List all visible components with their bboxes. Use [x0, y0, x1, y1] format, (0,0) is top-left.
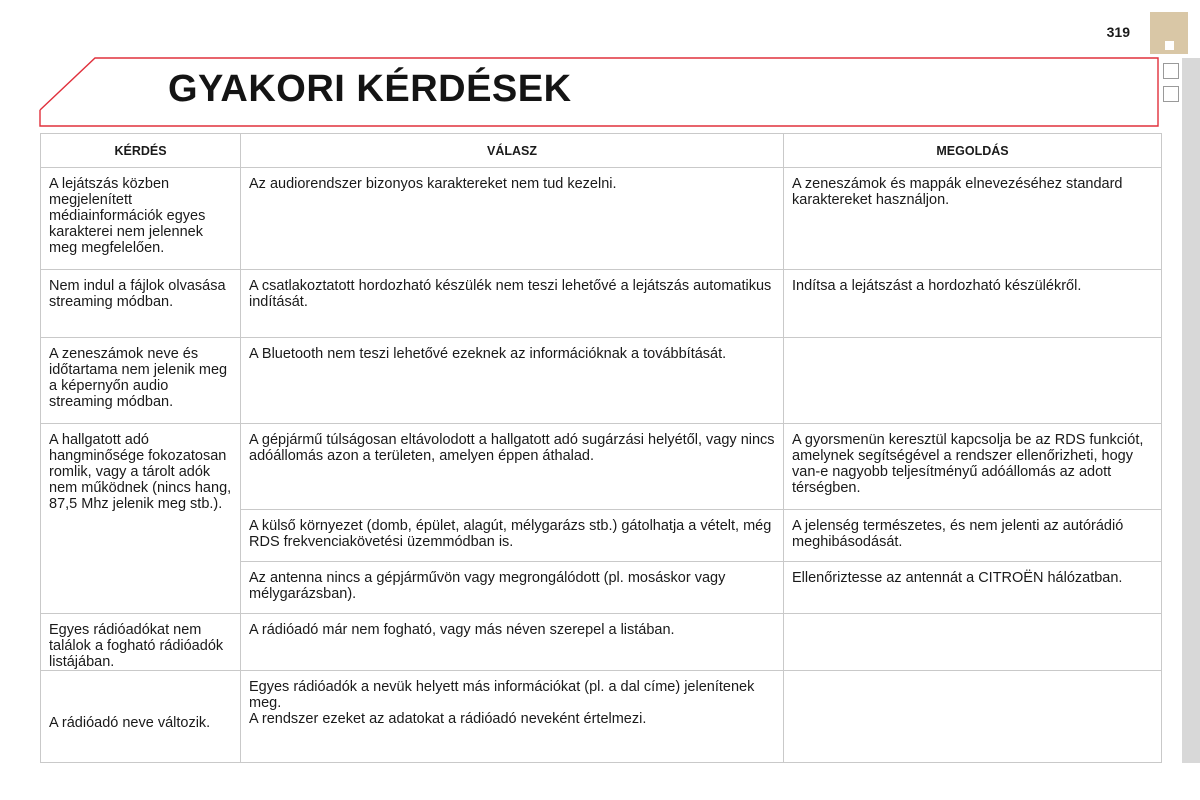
question-cell: A rádióadó neve változik.	[41, 671, 241, 763]
solution-cell: Indítsa a lejátszást a hordozható készülékről.	[784, 270, 1162, 338]
question-cell: A lejátszás közben megjelenített médiainformációk egyes karakterei nem jelennek meg megfelelően.	[41, 168, 241, 270]
faq-table	[40, 133, 1162, 763]
table-row	[41, 424, 1162, 510]
table-row	[41, 671, 1162, 763]
header-answer: VÁLASZ	[241, 134, 784, 168]
table-row	[41, 614, 1162, 671]
answer-cell: A külső környezet (domb, épület, alagút, mélygarázs stb.) gátolhatja a vételt, még RDS frekvenciakövetési üzemmódban is.	[241, 510, 784, 562]
solution-cell: Ellenőriztesse az antennát a CITROËN hálózatban.	[784, 562, 1162, 614]
answer-cell: Az audiorendszer bizonyos karaktereket nem tud kezelni.	[241, 168, 784, 270]
table-row	[41, 168, 1162, 270]
question-cell: A zeneszámok neve és időtartama nem jelenik meg a képernyőn audio streaming módban.	[41, 338, 241, 424]
question-cell: Egyes rádióadókat nem találok a fogható rádióadók listájában.	[41, 614, 241, 671]
header-solution: MEGOLDÁS	[784, 134, 1162, 168]
page-edge-strip	[1182, 58, 1200, 763]
table-row	[41, 338, 1162, 424]
answer-cell: Az antenna nincs a gépjárművön vagy megrongálódott (pl. mosáskor vagy mélygarázsban).	[241, 562, 784, 614]
answer-cell: A gépjármű túlságosan eltávolodott a hallgatott adó sugárzási helyétől, vagy nincs adóállomás azon a területen, amelyen éppen áthalad.	[241, 424, 784, 510]
table-header-row	[41, 134, 1162, 168]
answer-cell: A Bluetooth nem teszi lehetővé ezeknek az információknak a továbbítását.	[241, 338, 784, 424]
solution-cell: A gyorsmenün keresztül kapcsolja be az RDS funkciót, amelynek segítségével a rendszer ellenőrizheti, hogy van-e nagyobb teljesítményű adóállomás az adott térségben.	[784, 424, 1162, 510]
solution-cell	[784, 614, 1162, 671]
solution-cell: A zeneszámok és mappák elnevezéséhez standard karaktereket használjon.	[784, 168, 1162, 270]
page-number: 319	[1106, 24, 1130, 40]
answer-line: A rendszer ezeket az adatokat a rádióadó neveként értelmezi.	[249, 711, 647, 727]
table-row	[41, 270, 1162, 338]
question-cell: Nem indul a fájlok olvasása streaming módban.	[41, 270, 241, 338]
solution-cell: A jelenség természetes, és nem jelenti az autórádió meghibásodását.	[784, 510, 1162, 562]
answer-cell: A rádióadó már nem fogható, vagy más néven szerepel a listában.	[241, 614, 784, 671]
answer-cell: A csatlakoztatott hordozható készülék nem teszi lehetővé a lejátszás automatikus indítását.	[241, 270, 784, 338]
answer-line: Egyes rádióadók a nevük helyett más információkat (pl. a dal címe) jelenítenek meg.	[249, 679, 755, 711]
header-question: KÉRDÉS	[41, 134, 241, 168]
solution-cell	[784, 671, 1162, 763]
answer-cell	[241, 671, 784, 763]
question-cell: A hallgatott adó hangminősége fokozatosan romlik, vagy a tárolt adók nem működnek (nincs hang, 87,5 Mhz jelenik meg stb.).	[41, 424, 241, 614]
solution-cell	[784, 338, 1162, 424]
page-title: GYAKORI KÉRDÉSEK	[168, 68, 572, 110]
